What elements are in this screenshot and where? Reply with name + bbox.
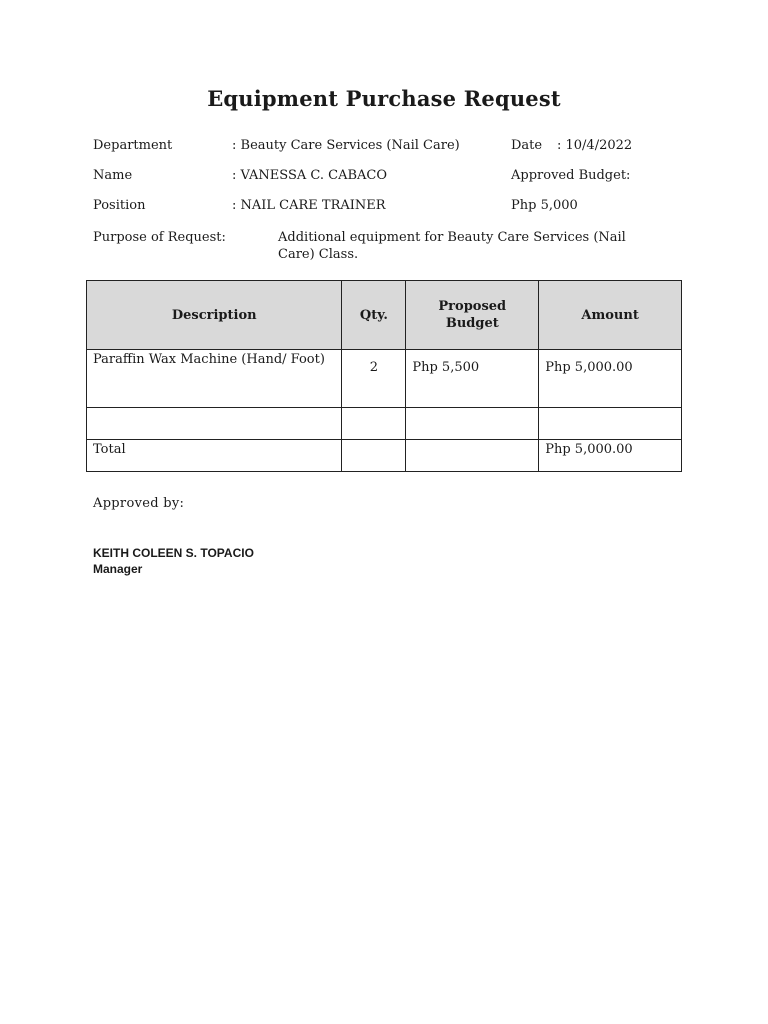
- approved-by-label: Approved by:: [93, 496, 185, 511]
- cell-proposed-budget: [406, 408, 539, 440]
- cell-description: Paraffin Wax Machine (Hand/ Foot): [87, 350, 342, 408]
- date-label: Date: [511, 138, 543, 153]
- column-header-proposed-budget: Proposed Budget: [406, 281, 539, 350]
- column-header-qty: Qty.: [342, 281, 406, 350]
- column-header-amount: Amount: [539, 281, 682, 350]
- approver-role: Manager: [93, 562, 143, 576]
- document-title: Equipment Purchase Request: [207, 86, 561, 111]
- cell-qty: [342, 440, 406, 472]
- table-total-row: [87, 440, 682, 472]
- total-amount: Php 5,000.00: [539, 440, 682, 472]
- department-value: : Beauty Care Services (Nail Care): [232, 138, 460, 153]
- cell-amount: Php 5,000.00: [539, 350, 682, 408]
- name-value: : VANESSA C. CABACO: [232, 168, 388, 183]
- cell-qty: [342, 408, 406, 440]
- cell-qty: 2: [342, 350, 406, 408]
- cell-description: [87, 408, 342, 440]
- department-label: Department: [93, 138, 173, 153]
- approver-block: [93, 545, 254, 577]
- table-row: [87, 408, 682, 440]
- position-value: : NAIL CARE TRAINER: [232, 198, 386, 213]
- table-row: [87, 350, 682, 408]
- name-label: Name: [93, 168, 133, 183]
- table-header-row: [87, 281, 682, 350]
- approver-name: KEITH COLEEN S. TOPACIO: [93, 546, 254, 560]
- total-label: Total: [87, 440, 342, 472]
- purpose-value: Additional equipment for Beauty Care Services (Nail Care) Class.: [278, 230, 626, 262]
- approved-budget-label: Approved Budget:: [511, 168, 631, 183]
- position-label: Position: [93, 198, 146, 213]
- purpose-label: Purpose of Request:: [93, 230, 226, 245]
- column-header-description: Description: [87, 281, 342, 350]
- cell-proposed-budget: Php 5,500: [406, 350, 539, 408]
- cell-amount: [539, 408, 682, 440]
- cell-proposed-budget: [406, 440, 539, 472]
- approved-budget-value: Php 5,000: [511, 198, 578, 213]
- items-table: [86, 280, 682, 472]
- date-value: : 10/4/2022: [557, 138, 633, 153]
